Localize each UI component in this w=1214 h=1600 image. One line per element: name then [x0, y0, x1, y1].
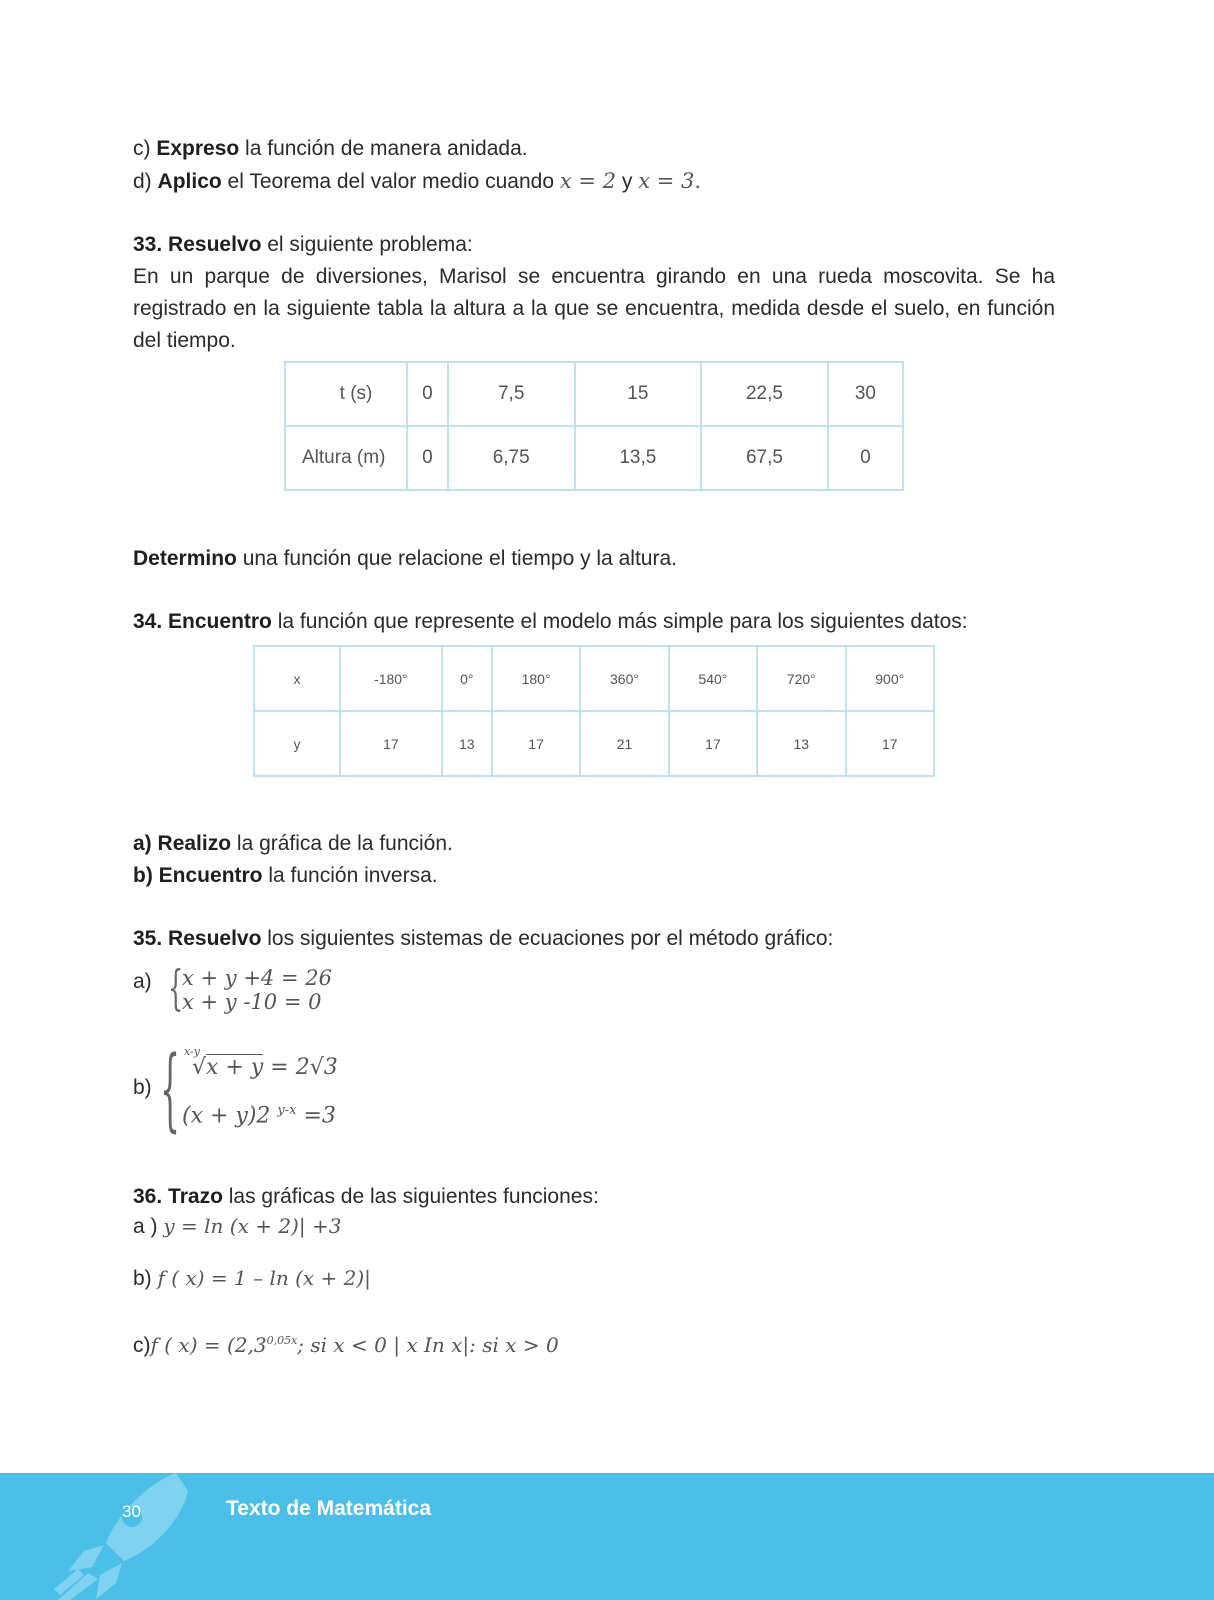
- function-a: a ) y = ln (x + 2)| +3: [133, 1214, 342, 1238]
- radical-index: x-y: [184, 1045, 200, 1058]
- item-d: d) Aplico el Teorema del valor medio cuando x = 2 y x = 3.: [133, 169, 702, 193]
- table-cell: 22,5: [701, 362, 828, 426]
- question-33-paragraph: En un parque de diversiones, Marisol se encuentra girando en una rueda moscovita. Se ha registrado en la siguiente tabla la altura a la que se encuentra, medida desde el suelo, en función del tiempo.: [133, 265, 1055, 352]
- table-cell: -180°: [340, 646, 442, 711]
- table-cell: 15: [575, 362, 702, 426]
- table-cell: 17: [669, 711, 757, 776]
- function-b: b) f ( x) = 1 – ln (x + 2)|: [133, 1266, 371, 1290]
- table-cell: 17: [340, 711, 442, 776]
- system-a-eq2: x + y -10 = 0: [182, 990, 322, 1014]
- row-label-x: x: [254, 646, 340, 711]
- question-34-heading: 34. Encuentro la función que represente el modelo más simple para los siguientes datos:: [133, 610, 968, 633]
- question-34-b: b) Encuentro la función inversa.: [133, 864, 438, 887]
- table-cell: 67,5: [701, 426, 828, 490]
- table-row: [285, 362, 903, 426]
- footer-title: Texto de Matemática: [226, 1497, 432, 1520]
- table-cell: 0: [407, 362, 448, 426]
- table-row: [254, 646, 934, 711]
- table-cell: 30: [828, 362, 903, 426]
- table-cell: 720°: [757, 646, 845, 711]
- table-cell: 900°: [846, 646, 934, 711]
- row-label-time: t (s): [285, 362, 407, 426]
- table-cell: 0: [828, 426, 903, 490]
- table-cell: 540°: [669, 646, 757, 711]
- system-b-label: b): [133, 1076, 152, 1099]
- row-label-y: y: [254, 711, 340, 776]
- table-cell: 17: [492, 711, 580, 776]
- question-34-a: a) Realizo la gráfica de la función.: [133, 832, 453, 855]
- row-label-height: Altura (m): [285, 426, 407, 490]
- rocket-icon: [48, 1473, 188, 1600]
- table-cell: 0°: [442, 646, 492, 711]
- function-c: c)f ( $x) = (2,3^{0,05x}$; si x < 0 | x In x|: si x > 0: [133, 1333, 559, 1357]
- table-cell: 13,5: [575, 426, 702, 490]
- system-a-eq1: x + y +4 = 26: [182, 966, 332, 990]
- page-number: 30: [122, 1502, 141, 1521]
- table-cell: 13: [757, 711, 845, 776]
- table-cell: 360°: [580, 646, 668, 711]
- question-35-heading: 35. Resuelvo los siguientes sistemas de ecuaciones por el método gráfico:: [133, 927, 834, 950]
- table-cell: 180°: [492, 646, 580, 711]
- table-time-height: [284, 361, 904, 491]
- question-33-task: Determino una función que relacione el tiempo y la altura.: [133, 547, 677, 570]
- brace-icon: {: [160, 1037, 181, 1142]
- brace-icon: {: [168, 960, 184, 1016]
- question-33-heading: 33. Resuelvo el siguiente problema:: [133, 233, 473, 256]
- page-footer: [0, 1473, 1214, 1600]
- table-cell: 21: [580, 711, 668, 776]
- system-a-label: a): [133, 970, 152, 993]
- table-cell: 7,5: [448, 362, 575, 426]
- system-b-eq2: (x + y)2 $^{y-x}$ =3: [182, 1103, 336, 1129]
- table-cell: 6,75: [448, 426, 575, 490]
- table-x-y: [253, 645, 935, 777]
- table-row: [254, 711, 934, 776]
- table-cell: 0: [407, 426, 448, 490]
- radical-sign-icon: √: [192, 1055, 207, 1080]
- question-36-heading: 36. Trazo las gráficas de las siguientes funciones:: [133, 1185, 599, 1208]
- table-row: [285, 426, 903, 490]
- item-c: c) Expreso la función de manera anidada.: [133, 137, 528, 160]
- table-cell: 17: [846, 711, 934, 776]
- system-b-eq1: √x + y = 2√3: [192, 1055, 338, 1080]
- table-cell: 13: [442, 711, 492, 776]
